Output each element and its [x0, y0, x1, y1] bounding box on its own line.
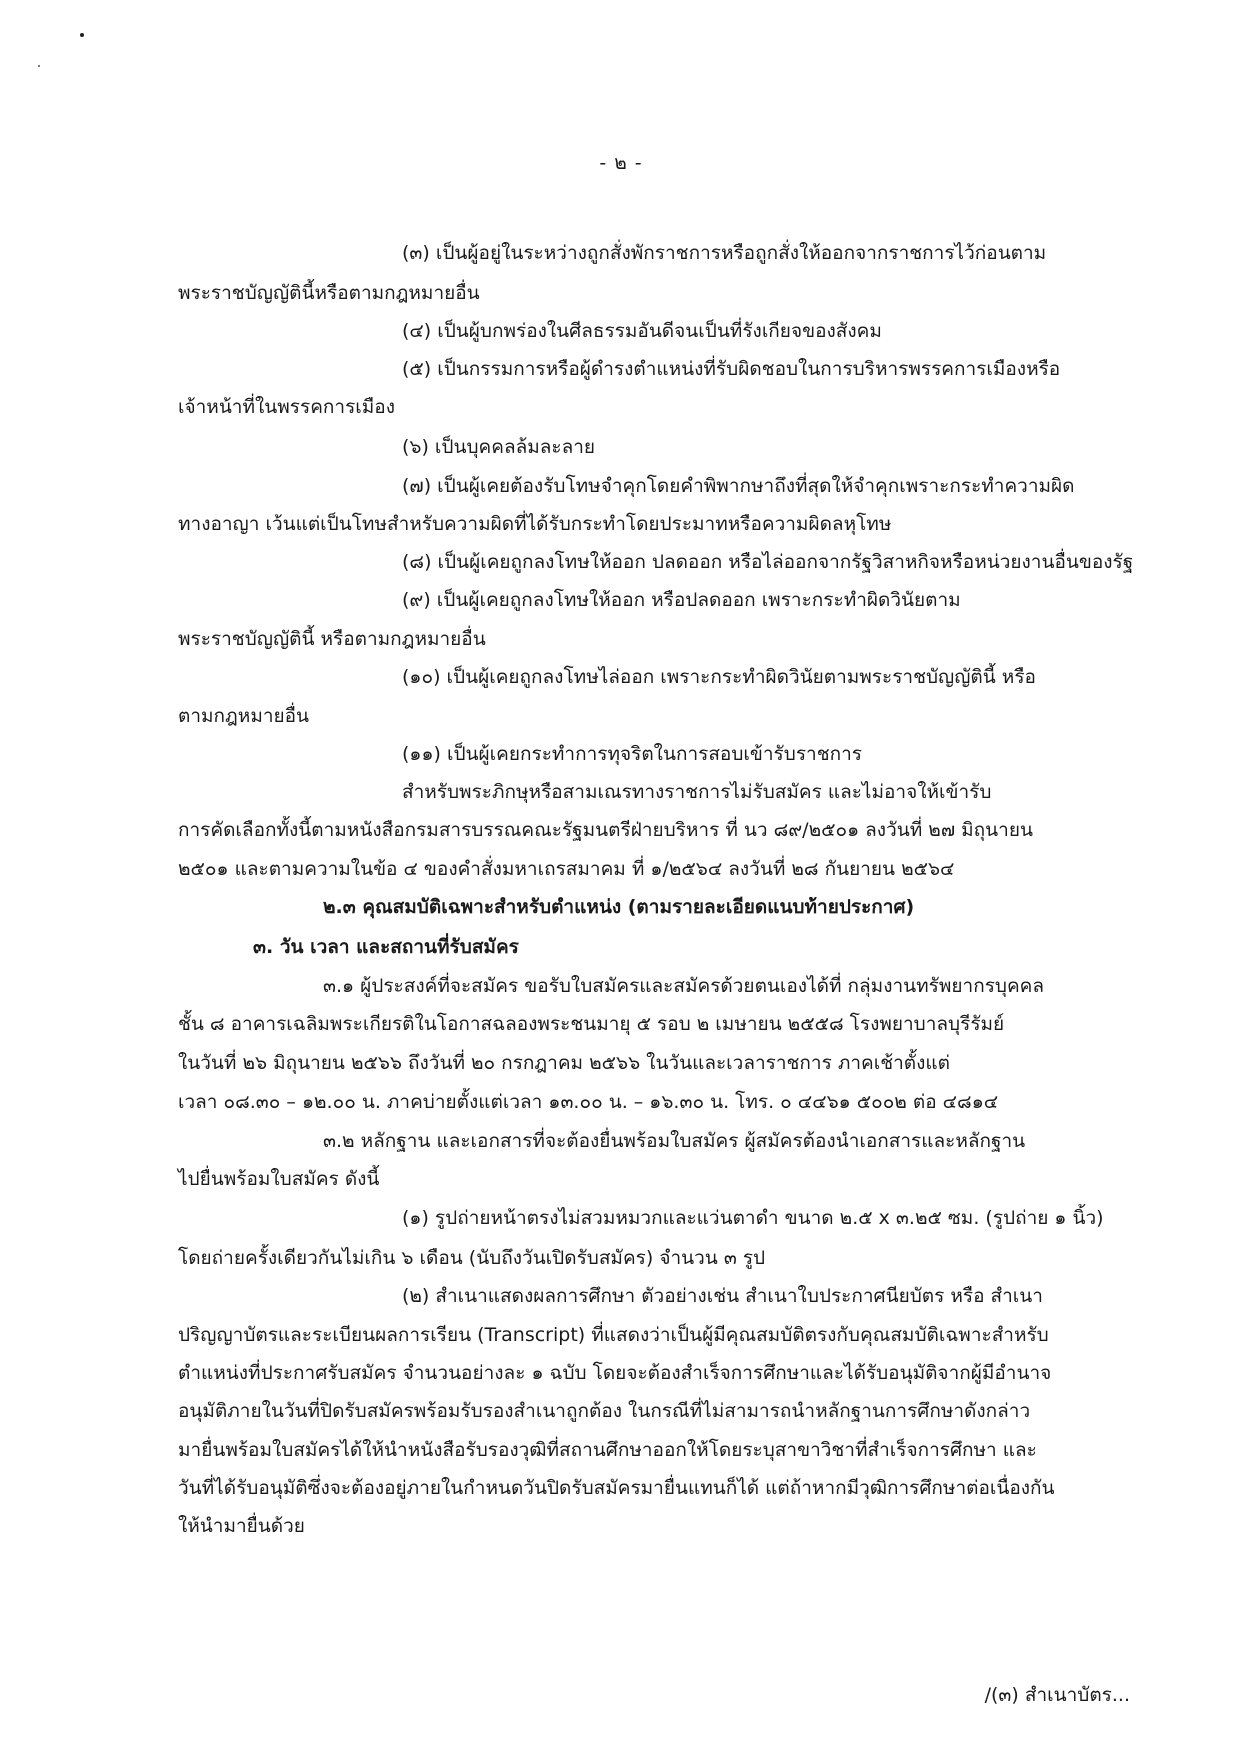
doc-item-1-cont: โดยถ่ายครั้งเดียวกันไม่เกิน ๖ เดือน (นับถึงวันเปิดรับสมัคร) จำนวน ๓ รูป [178, 1247, 766, 1269]
item-11: (๑๑) เป็นผู้เคยกระทำการทุจริตในการสอบเข้ารับราชการ [402, 743, 862, 765]
item-7: (๗) เป็นผู้เคยต้องรับโทษจำคุกโดยคำพิพากษาถึงที่สุดให้จำคุกเพราะกระทำความผิด [402, 475, 1075, 497]
section-3-heading: ๓. วัน เวลา และสถานที่รับสมัคร [253, 936, 519, 958]
clause-3-1-cont: ในวันที่ ๒๖ มิถุนายน ๒๕๖๖ ถึงวันที่ ๒๐ กรกฎาคม ๒๕๖๖ ในวันและเวลาราชการ ภาคเช้าตั้งแต่ [178, 1052, 951, 1074]
item-4: (๔) เป็นผู้บกพร่องในศีลธรรมอันดีจนเป็นที่รังเกียจของสังคม [402, 320, 882, 342]
monk-paragraph: สำหรับพระภิกษุหรือสามเณรทางราชการไม่รับสมัคร และไม่อาจให้เข้ารับ [402, 781, 992, 803]
clause-3-2: ๓.๒ หลักฐาน และเอกสารที่จะต้องยื่นพร้อมใบสมัคร ผู้สมัครต้องนำเอกสารและหลักฐาน [323, 1130, 1026, 1152]
item-6: (๖) เป็นบุคคลล้มละลาย [402, 436, 596, 458]
item-9: (๙) เป็นผู้เคยถูกลงโทษให้ออก หรือปลดออก เพราะกระทำผิดวินัยตาม [402, 589, 961, 611]
item-8: (๘) เป็นผู้เคยถูกลงโทษให้ออก ปลดออก หรือไล่ออกจากรัฐวิสาหกิจหรือหน่วยงานอื่นของรัฐ [402, 551, 1134, 573]
item-3-cont: พระราชบัญญัตินี้หรือตามกฎหมายอื่น [178, 282, 480, 304]
clause-3-2-cont: ไปยื่นพร้อมใบสมัคร ดังนี้ [178, 1168, 380, 1190]
item-3: (๓) เป็นผู้อยู่ในระหว่างถูกสั่งพักราชการหรือถูกสั่งให้ออกจากราชการไว้ก่อนตาม [402, 242, 1047, 264]
monk-paragraph-cont: การคัดเลือกทั้งนี้ตามหนังสือกรมสารบรรณคณะรัฐมนตรีฝ่ายบริหาร ที่ นว ๘๙/๒๕๐๑ ลงวันที่ ๒๗ มิถุนายน [178, 819, 1033, 841]
doc-item-2: (๒) สำเนาแสดงผลการศึกษา ตัวอย่างเช่น สำเนาใบประกาศนียบัตร หรือ สำเนา [402, 1285, 1043, 1307]
doc-item-2-cont: ปริญญาบัตรและระเบียนผลการเรียน (Transcript) ที่แสดงว่าเป็นผู้มีคุณสมบัติตรงกับคุณสมบัติเฉพาะสำหรับ [178, 1324, 1049, 1346]
item-9-cont: พระราชบัญญัตินี้ หรือตามกฎหมายอื่น [178, 628, 486, 650]
clause-3-1-cont: ชั้น ๘ อาคารเฉลิมพระเกียรติในโอกาสฉลองพระชนมายุ ๕ รอบ ๒ เมษายน ๒๕๕๘ โรงพยาบาลบุรีรัมย์ [178, 1013, 1005, 1035]
item-10: (๑๐) เป็นผู้เคยถูกลงโทษไล่ออก เพราะกระทำผิดวินัยตามพระราชบัญญัตินี้ หรือ [402, 666, 1036, 688]
section-2-3-heading: ๒.๓ คุณสมบัติเฉพาะสำหรับตำแหน่ง (ตามรายละเอียดแนบท้ายประกาศ) [323, 896, 915, 918]
item-5-cont: เจ้าหน้าที่ในพรรคการเมือง [178, 396, 395, 418]
doc-item-2-cont: ให้นำมายื่นด้วย [178, 1515, 305, 1537]
clause-3-1: ๓.๑ ผู้ประสงค์ที่จะสมัคร ขอรับใบสมัครและสมัครด้วยตนเองได้ที่ กลุ่มงานทรัพยากรบุคคล [323, 975, 1045, 997]
doc-item-2-cont: วันที่ได้รับอนุมัติซึ่งจะต้องอยู่ภายในกำหนดวันปิดรับสมัครมายื่นแทนก็ได้ แต่ถ้าหากมีวุฒิการศึกษาต่อเนื่องกัน [178, 1477, 1055, 1499]
item-7-cont: ทางอาญา เว้นแต่เป็นโทษสำหรับความผิดที่ได้รับกระทำโดยประมาทหรือความผิดลหุโทษ [178, 513, 892, 535]
doc-item-2-cont: ตำแหน่งที่ประกาศรับสมัคร จำนวนอย่างละ ๑ ฉบับ โดยจะต้องสำเร็จการศึกษาและได้รับอนุมัติจากผู้มีอำนาจ [178, 1362, 1052, 1384]
item-5: (๕) เป็นกรรมการหรือผู้ดำรงตำแหน่งที่รับผิดชอบในการบริหารพรรคการเมืองหรือ [402, 358, 1061, 380]
monk-paragraph-cont: ๒๕๐๑ และตามความในข้อ ๔ ของคำสั่งมหาเถรสมาคม ที่ ๑/๒๕๖๔ ลงวันที่ ๒๘ กันยายน ๒๕๖๔ [178, 858, 955, 880]
item-10-cont: ตามกฎหมายอื่น [178, 705, 310, 727]
continuation-footer: /(๓) สำเนาบัตร... [984, 1684, 1130, 1706]
doc-item-2-cont: มายื่นพร้อมใบสมัครได้ให้นำหนังสือรับรองวุฒิที่สถานศึกษาออกให้โดยระบุสาขาวิชาที่สำเร็จการศึกษา และ [178, 1439, 1037, 1461]
scan-speck [80, 33, 84, 37]
page-number: - ๒ - [599, 152, 643, 174]
doc-item-1: (๑) รูปถ่ายหน้าตรงไม่สวมหมวกและแว่นตาดำ ขนาด ๒.๕ x ๓.๒๕ ซม. (รูปถ่าย ๑ นิ้ว) [402, 1207, 1104, 1229]
scan-speck [38, 65, 40, 67]
doc-item-2-cont: อนุมัติภายในวันที่ปิดรับสมัครพร้อมรับรองสำเนาถูกต้อง ในกรณีที่ไม่สามารถนำหลักฐานการศึกษาดังกล่าว [178, 1400, 1031, 1422]
clause-3-1-cont: เวลา ๐๘.๓๐ – ๑๒.๐๐ น. ภาคบ่ายตั้งแต่เวลา ๑๓.๐๐ น. – ๑๖.๓๐ น. โทร. ๐ ๔๔๖๑ ๕๐๐๒ ต่อ ๔๘๑๔ [178, 1091, 999, 1113]
